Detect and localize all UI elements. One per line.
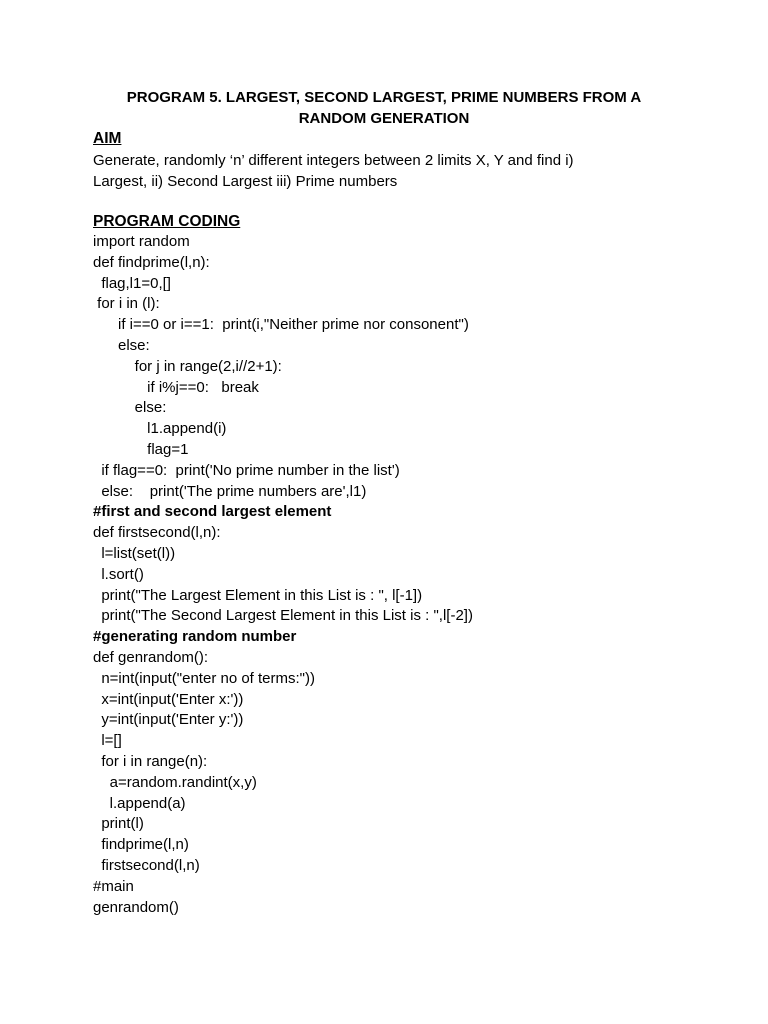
code-line: def firstsecond(l,n): [93, 524, 221, 542]
code-line: else: [93, 336, 150, 354]
code-line: print("The Largest Element in this List is : ", l[-1]) [93, 586, 423, 604]
code-line: a=random.randint(x,y) [93, 773, 257, 791]
code-line: def genrandom(): [93, 648, 209, 666]
code-line: print(l) [93, 815, 144, 833]
program-title-line-2: RANDOM GENERATION [298, 110, 470, 127]
code-comment-line: #first and second largest element [93, 503, 332, 521]
code-line: def findprime(l,n): [93, 253, 210, 271]
code-line: if i%j==0: break [93, 378, 259, 396]
code-line: for i in range(n): [93, 752, 208, 770]
code-line: print("The Second Largest Element in this List is : ",l[-2]) [93, 607, 473, 625]
code-line: flag,l1=0,[] [93, 274, 171, 292]
code-line: flag=1 [93, 440, 189, 458]
code-line: n=int(input("enter no of terms:")) [93, 669, 315, 687]
code-line: else: print('The prime numbers are',l1) [93, 482, 367, 500]
code-line: l=[] [93, 732, 122, 750]
code-line: findprime(l,n) [93, 836, 189, 854]
program-coding-heading: PROGRAM CODING [93, 213, 241, 230]
code-line: for j in range(2,i//2+1): [93, 357, 282, 375]
code-line: if i==0 or i==1: print(i,"Neither prime nor consonent") [93, 316, 469, 334]
aim-text-line-2: Largest, ii) Second Largest iii) Prime numbers [93, 173, 398, 190]
code-line: l=list(set(l)) [93, 544, 176, 562]
code-listing [93, 232, 473, 918]
code-line: y=int(input('Enter y:')) [93, 711, 244, 729]
code-line: else: [93, 399, 167, 417]
code-line: x=int(input('Enter x:')) [93, 690, 244, 708]
code-line: if flag==0: print('No prime number in the list') [93, 461, 400, 479]
code-line: l.append(a) [93, 794, 186, 812]
code-line: #main [93, 877, 134, 895]
code-line: l.sort() [93, 565, 144, 583]
code-comment-line: #generating random number [93, 628, 297, 646]
code-line: l1.append(i) [93, 420, 227, 438]
program-title-line-1: PROGRAM 5. LARGEST, SECOND LARGEST, PRIME NUMBERS FROM A [126, 89, 642, 106]
code-line: firstsecond(l,n) [93, 856, 200, 874]
code-line: import random [93, 233, 190, 250]
code-line: genrandom() [93, 898, 179, 916]
code-line: for i in (l): [93, 295, 160, 313]
aim-heading: AIM [93, 130, 122, 147]
aim-text-line-1: Generate, randomly ‘n’ different integers between 2 limits X, Y and find i) [93, 152, 574, 169]
